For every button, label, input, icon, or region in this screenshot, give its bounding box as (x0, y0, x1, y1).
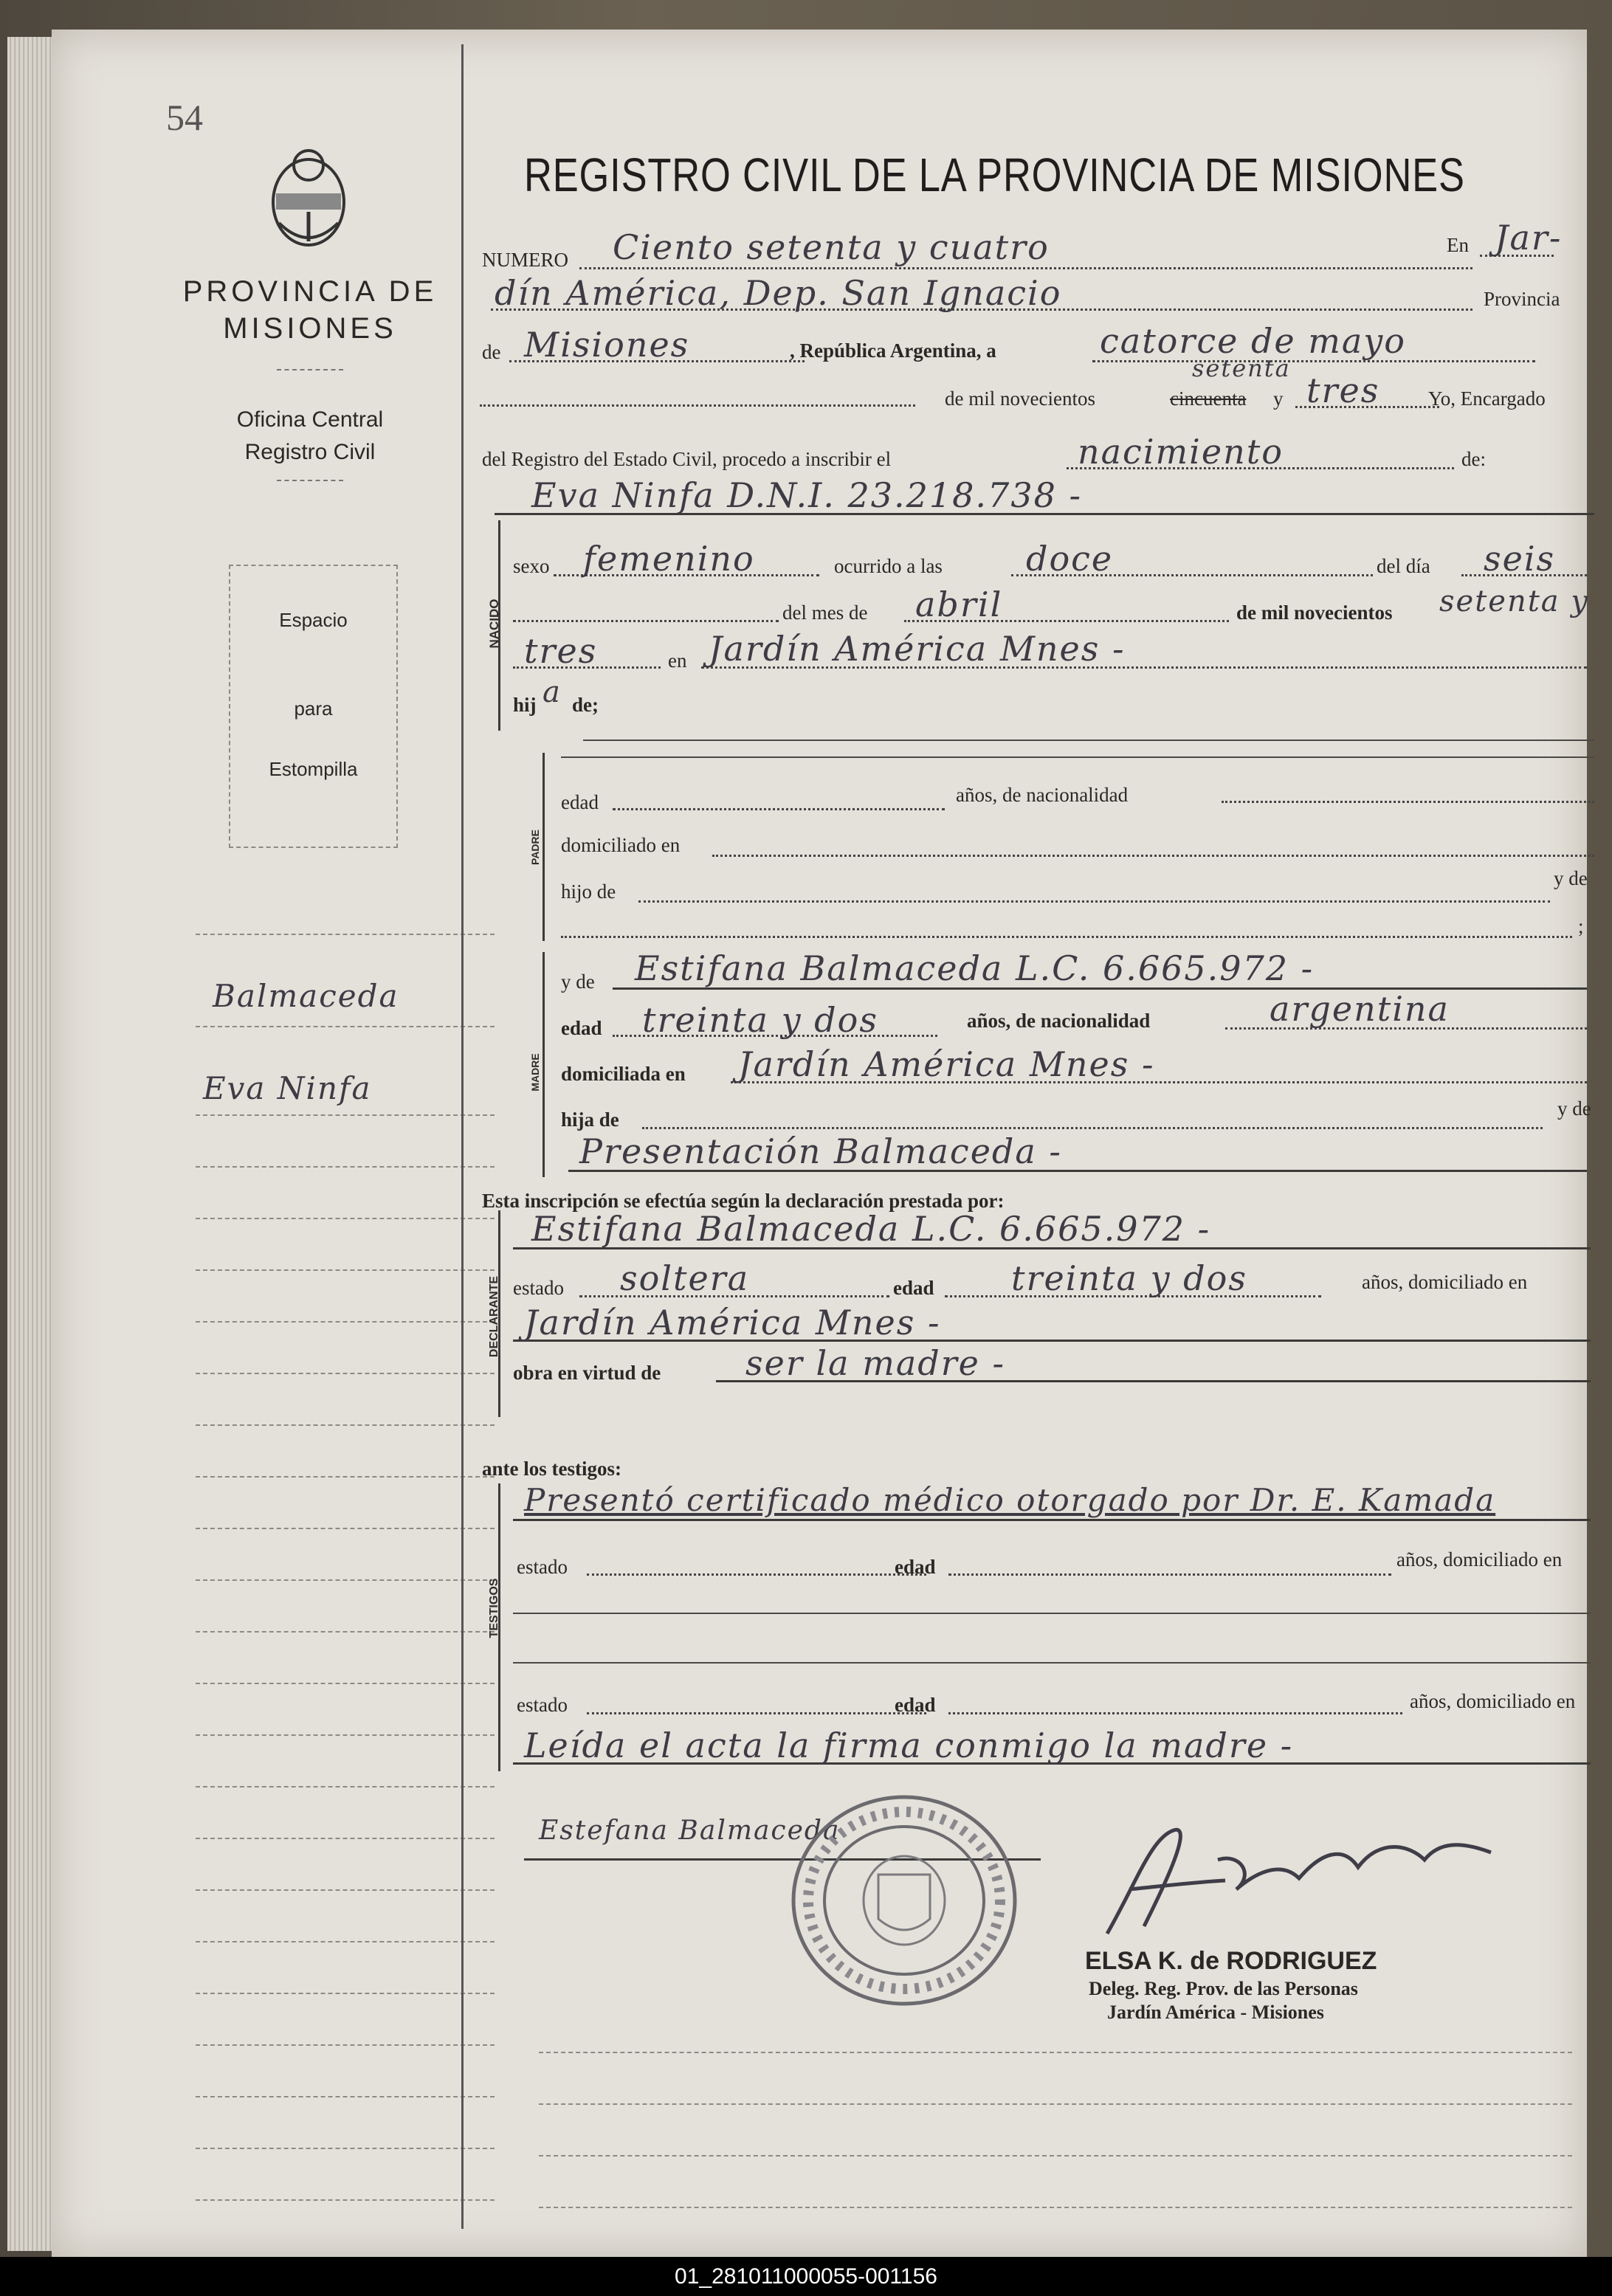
blank-line (480, 404, 915, 407)
lugar-nacimiento-value: Jardín América Mnes - (709, 629, 1126, 669)
padre-anios-label: años, de nacionalidad (956, 784, 1129, 806)
testigos-anios-label: años, domiciliado en (1396, 1548, 1563, 1571)
madre-anios-label: años, de nacionalidad (967, 1010, 1151, 1032)
declarante-anios-label: años, domiciliado en (1362, 1271, 1528, 1293)
ruled-line (196, 1424, 495, 1426)
testigos-estado2-label: estado (517, 1694, 568, 1716)
official-seal-icon (782, 1786, 1026, 2015)
ruled-line (196, 1373, 495, 1374)
padre-domicilio-line (712, 855, 1594, 857)
firma-izquierda: Estefana Balmaceda (539, 1816, 841, 1846)
ruled-line (196, 1321, 495, 1323)
section-label-declarante: DECLARANTE (488, 1275, 500, 1358)
margin-note-name: Eva Ninfa (203, 1070, 372, 1106)
office-line-2: Registro Civil (244, 440, 376, 464)
padre-y-de-line (561, 936, 1572, 938)
testigos-estado-label: estado (517, 1556, 568, 1578)
dia-value: seis (1484, 539, 1556, 579)
ruled-line (539, 2052, 1572, 2053)
inscripcion-label: Esta inscripción se efectúa según la declaración prestada por: (482, 1190, 1005, 1212)
numero-line (579, 267, 1472, 269)
testigos-cierre-value: Leída el acta la firma conmigo la madre - (524, 1726, 1294, 1765)
numero-value: Ciento setenta y cuatro (613, 227, 1050, 267)
oficial-lugar: Jardín América - Misiones (1107, 2002, 1324, 2023)
dia-label: del día (1377, 555, 1430, 577)
ocurrido-label: ocurrido a las (834, 555, 943, 577)
ruled-line (196, 1166, 495, 1168)
mes-label: del mes de (782, 601, 868, 624)
testigos-domicilio-line (513, 1613, 1591, 1614)
ruled-line (196, 1114, 495, 1116)
declarante-estado-value: soltera (620, 1258, 750, 1298)
acto-value: nacimiento (1078, 432, 1284, 472)
mil-label: de mil novecientos (945, 387, 1095, 410)
coat-of-arms-icon (264, 142, 353, 252)
fecha-value: catorce de mayo (1100, 321, 1406, 361)
ruled-line (196, 1476, 495, 1478)
office-line-1: Oficina Central (236, 407, 384, 432)
section-label-madre: MADRE (529, 1053, 541, 1092)
hora-value: doce (1026, 539, 1114, 579)
encargado-label: Yo, Encargado (1428, 387, 1546, 410)
ruled-line (196, 1026, 495, 1027)
declarante-edad-value: treinta y dos (1011, 1258, 1247, 1298)
testigos-edad-label: edad (895, 1556, 936, 1578)
lugar-value-1: Jar- (1495, 218, 1563, 258)
numero-label: NUMERO (482, 249, 569, 271)
stamp-box-line-2: para (294, 697, 333, 720)
padre-y-de-label: y de (1554, 867, 1588, 889)
divider (277, 480, 343, 481)
column-divider (461, 44, 464, 2229)
document-sheet (52, 30, 1591, 2258)
padre-semicolon: ; (1578, 915, 1584, 937)
provincia-value: Misiones (524, 325, 690, 365)
de-label: de (482, 341, 501, 363)
stamp-box (229, 565, 398, 848)
registro-label: del Registro del Estado Civil, procedo a inscribir el (482, 448, 892, 470)
ruled-line (196, 2148, 495, 2149)
en-label: En (1447, 234, 1469, 256)
padre-domiciliado-label: domiciliado en (561, 834, 681, 856)
madre-edad-label: edad (561, 1017, 602, 1039)
anio-value: tres (1306, 370, 1380, 410)
ruled-line (196, 1734, 495, 1736)
hij-line (583, 740, 1594, 741)
madre-domiciliada-label: domiciliada en (561, 1063, 686, 1085)
document-title: REGISTRO CIVIL DE LA PROVINCIA DE MISIONES (524, 148, 1465, 201)
testigos-nombre2-line (513, 1662, 1591, 1664)
ruled-line (196, 1683, 495, 1684)
declarante-nombre-value: Estifana Balmaceda L.C. 6.665.972 - (531, 1209, 1211, 1249)
republica-label: , República Argentina, a (790, 339, 996, 362)
declarante-domicilio-value: Jardín América Mnes - (524, 1303, 941, 1342)
y-label: y (1273, 387, 1284, 410)
provincia-label: Provincia (1484, 288, 1560, 310)
section-bracket (542, 753, 545, 941)
madre-y-de-label: y de (561, 971, 595, 993)
padre-hijo-line (638, 900, 1550, 903)
testigos-nota-line (513, 1519, 1591, 1521)
declarante-obra-value: ser la madre - (745, 1343, 1006, 1383)
madre-hija-line (642, 1127, 1543, 1129)
madre-nombre-value: Estifana Balmaceda L.C. 6.665.972 - (635, 948, 1315, 988)
testigos-estado2-line (587, 1712, 926, 1714)
testigos-edad-line (948, 1573, 1391, 1576)
margin-note-surname: Balmaceda (213, 978, 399, 1014)
mil-label-2: de mil novecientos (1236, 601, 1393, 624)
footer-filename: 01_281011000055-001156 (675, 2264, 937, 2289)
stamp-box-line-1: Espacio (279, 609, 348, 631)
declarante-edad-label: edad (893, 1277, 934, 1299)
padre-nacionalidad-line (1222, 801, 1594, 803)
ruled-line (196, 1941, 495, 1942)
section-label-testigos: TESTIGOS (488, 1578, 500, 1638)
ruled-line (196, 2096, 495, 2097)
ruled-line (196, 1528, 495, 1529)
ruled-line (539, 2207, 1572, 2208)
testigos-edad2-line (948, 1712, 1402, 1714)
madre-edad-value: treinta y dos (642, 1000, 878, 1040)
testigos-estado-line (587, 1573, 926, 1576)
madre-domicilio-value: Jardín América Mnes - (738, 1044, 1155, 1084)
ruled-line (196, 2044, 495, 2046)
sexo-value: femenino (583, 539, 755, 579)
testigos-edad2-label: edad (895, 1694, 936, 1716)
testigos-nota-value: Presentó certificado médico otorgado por Dr. E. Kamada (524, 1482, 1496, 1518)
page-number: 54 (166, 97, 203, 138)
nombre-value: Eva Ninfa D.N.I. 23.218.738 - (531, 475, 1083, 515)
hij-de-label: de; (572, 694, 599, 716)
oficial-cargo: Deleg. Reg. Prov. de las Personas (1089, 1978, 1358, 1999)
declarante-estado-label: estado (513, 1277, 564, 1299)
section-label-padre: PADRE (529, 830, 541, 865)
anio-value-nacido: setenta y (1439, 585, 1589, 618)
ruled-line (196, 1786, 495, 1787)
hij-label: hij (513, 694, 537, 716)
province-heading: PROVINCIA DE MISIONES (182, 275, 438, 345)
ruled-line (196, 2199, 495, 2201)
section-label-nacido: NACIDO (487, 599, 501, 649)
anio-value-nacido-2: tres (524, 631, 598, 671)
section-bracket (542, 952, 545, 1177)
padre-name-line (561, 756, 1594, 758)
divider (277, 369, 343, 370)
de2-label: de: (1461, 448, 1486, 470)
lugar-value-2: dín América, Dep. San Ignacio (495, 273, 1062, 313)
ruled-line (196, 1993, 495, 1994)
stamp-box-line-3: Estompilla (269, 758, 358, 780)
en-label-2: en (668, 649, 687, 672)
ruled-line (196, 1631, 495, 1633)
madre-padres-value: Presentación Balmaceda - (579, 1131, 1062, 1171)
madre-hija-label: hija de (561, 1109, 619, 1131)
ruled-line (196, 1269, 495, 1271)
sexo-label: sexo (513, 555, 550, 577)
ruled-line (196, 934, 495, 935)
ruled-line (196, 1579, 495, 1581)
ruled-line (196, 1838, 495, 1839)
setenta-inserted: setenta (1192, 354, 1291, 382)
padre-edad-label: edad (561, 791, 599, 813)
madre-y-de2-label: y de (1557, 1097, 1591, 1120)
hij-suffix: a (542, 675, 562, 709)
madre-nacionalidad-value: argentina (1270, 989, 1450, 1029)
ruled-line (196, 1889, 495, 1891)
mes-value: abril (915, 585, 1003, 624)
oficial-nombre: ELSA K. de RODRIGUEZ (1085, 1947, 1377, 1975)
padre-edad-line (613, 808, 945, 810)
declarante-obra-label: obra en virtud de (513, 1362, 661, 1384)
ruled-line (539, 2103, 1572, 2105)
ruled-line (539, 2155, 1572, 2157)
padre-hijo-label: hijo de (561, 880, 616, 903)
testigos-ante-label: ante los testigos: (482, 1458, 621, 1480)
ruled-line (196, 1218, 495, 1219)
blank-line (513, 620, 779, 622)
testigos-anios2-label: años, domiciliado en (1410, 1690, 1576, 1712)
cincuenta-struck: cincuenta (1170, 387, 1247, 410)
